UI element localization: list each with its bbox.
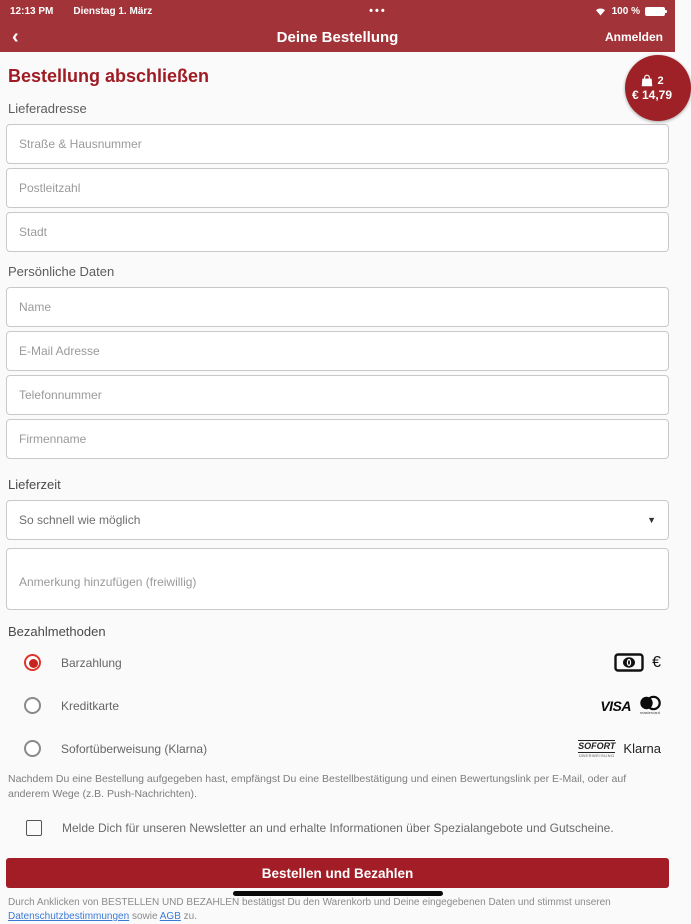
newsletter-row[interactable]: [6, 820, 669, 836]
street-input[interactable]: [6, 124, 669, 164]
radio-sofort[interactable]: [24, 740, 41, 757]
order-confirmation-info: Nachdem Du eine Bestellung aufgegeben hast, empfängst Du eine Bestellbestätigung und einen Bewertungslink per E-Mail, oder auf anderem Wege (z.B. Push-Nachrichten).: [8, 773, 627, 800]
status-time: 12:13 PM: [10, 5, 54, 17]
section-payment-methods: Bezahlmethoden: [8, 624, 106, 639]
section-personal-data: Persönliche Daten: [8, 264, 115, 279]
radio-creditcard[interactable]: [24, 697, 41, 714]
page-title: Bestellung abschließen: [8, 66, 210, 86]
section-delivery-time: Lieferzeit: [8, 477, 61, 492]
city-input[interactable]: [6, 212, 669, 252]
zip-input[interactable]: [6, 168, 669, 208]
login-button[interactable]: Anmelden: [604, 30, 663, 44]
status-bar: [0, 0, 675, 22]
euro-icon: €: [652, 653, 661, 671]
nav-bar: [0, 22, 675, 52]
legal-text-pre: Durch Anklicken von BESTELLEN UND BEZAHLEN bestätigst Du den Warenkorb und Deine eingegebenen Daten und stimmst unseren: [8, 897, 611, 908]
payment-label-sofort: Sofortüberweisung (Klarna): [61, 741, 208, 756]
status-time-date: [10, 6, 162, 17]
nav-title: Deine Bestellung: [276, 28, 399, 46]
section-delivery-address: Lieferadresse: [8, 101, 87, 116]
status-dots: •••: [369, 5, 387, 17]
payment-label-cash: Barzahlung: [61, 655, 122, 670]
cart-count: 2: [657, 75, 664, 87]
delivery-time-select[interactable]: [6, 500, 669, 540]
legal-text-mid: sowie: [129, 911, 160, 922]
terms-link[interactable]: AGB: [159, 911, 181, 922]
mastercard-logo: mastercard: [639, 696, 661, 715]
shopping-bag-icon: [640, 74, 654, 88]
payment-option-creditcard[interactable]: [6, 684, 669, 727]
payment-label-creditcard: Kreditkarte: [61, 698, 120, 713]
newsletter-label: Melde Dich für unseren Newsletter an und erhalte Informationen über Spezialangebote und Gutscheine.: [62, 821, 614, 835]
legal-text-post: zu.: [180, 911, 198, 922]
status-date: Dienstag 1. März: [73, 5, 153, 17]
cart-total: € 14,79: [631, 88, 673, 102]
company-input[interactable]: [6, 419, 669, 459]
klarna-logo: Klarna: [623, 741, 661, 756]
visa-logo: VISA: [600, 697, 631, 714]
delivery-time-value: So schnell wie möglich: [19, 513, 141, 527]
privacy-link[interactable]: Datenschutzbestimmungen: [8, 911, 130, 922]
checkout-form: [0, 52, 675, 924]
phone-input[interactable]: [6, 375, 669, 415]
newsletter-checkbox[interactable]: [26, 820, 42, 836]
back-button[interactable]: ‹: [12, 26, 19, 48]
home-indicator[interactable]: [233, 891, 443, 896]
chevron-down-icon: ▼: [647, 515, 656, 525]
radio-cash-selected[interactable]: [24, 654, 41, 671]
sofort-logo: SOFORT ÜBERWEISUNG: [578, 740, 616, 758]
cash-icon: [614, 653, 644, 672]
wifi-icon: [594, 6, 607, 16]
payment-option-sofort[interactable]: [6, 727, 669, 770]
cart-badge[interactable]: [625, 55, 691, 121]
name-input[interactable]: [6, 287, 669, 327]
payment-option-cash[interactable]: [6, 641, 669, 684]
battery-percent: 100 %: [611, 5, 640, 17]
note-textarea[interactable]: [6, 548, 669, 610]
email-input[interactable]: [6, 331, 669, 371]
submit-order-button[interactable]: Bestellen und Bezahlen: [6, 858, 669, 888]
battery-icon: [645, 7, 665, 16]
